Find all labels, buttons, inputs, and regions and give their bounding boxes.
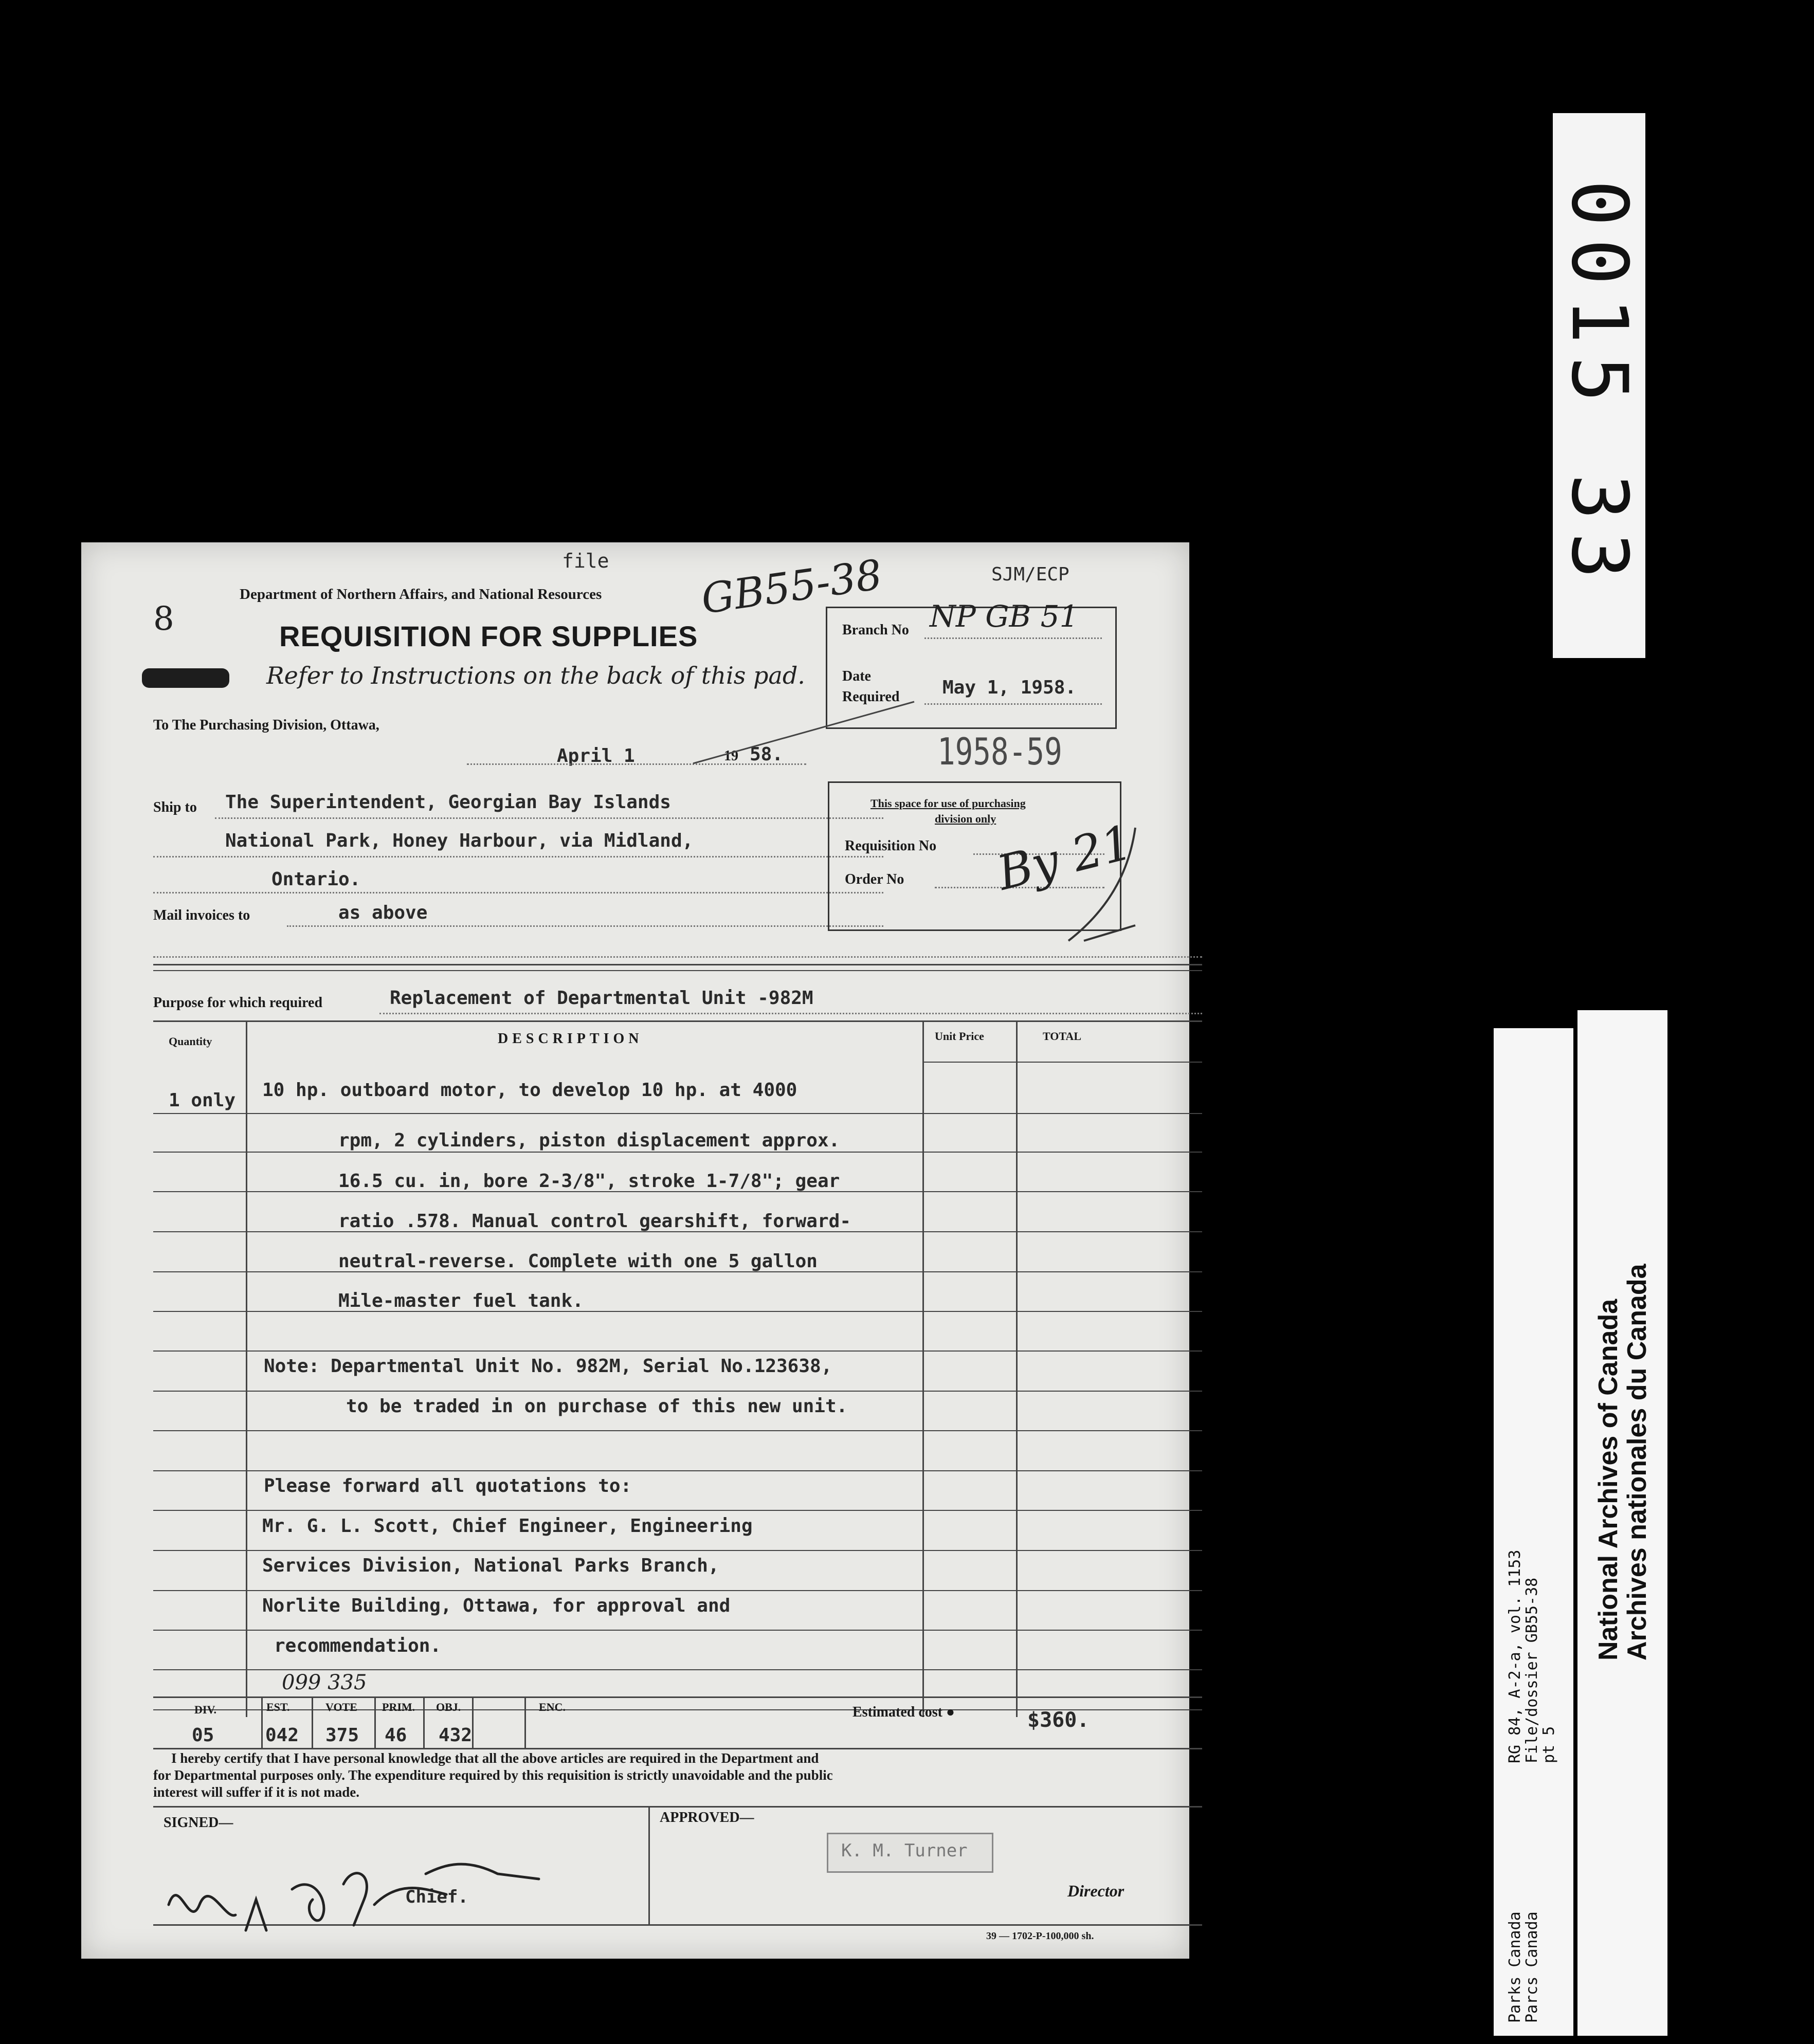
est-value: 042 [265, 1725, 299, 1746]
description-line-4: ratio .578. Manual control gearshift, forward- [338, 1211, 851, 1232]
ship-to-label: Ship to [153, 799, 197, 815]
date-year: 58. [750, 744, 784, 765]
page-mark: 8 [153, 600, 174, 638]
purpose-label: Purpose for which required [153, 995, 323, 1011]
pencil-stroke [688, 697, 919, 769]
certify-line-2: for Departmental purposes only. The expenditure required by this requisition is strictly unavoidable and the public [153, 1767, 833, 1783]
div-header: DIV. [194, 1703, 217, 1716]
enc-header: ENC. [539, 1701, 566, 1713]
total-header: TOTAL [1043, 1030, 1081, 1043]
ship-to-line-2: National Park, Honey Harbour, via Midland, [225, 830, 694, 851]
file-label: file [562, 550, 609, 572]
form-code: 39 — 1702-P-100,000 sh. [986, 1930, 1094, 1942]
refer-instructions: Refer to Instructions on the back of this pad. [266, 662, 805, 689]
estimated-cost-value: $360. [1027, 1708, 1090, 1732]
forward-line-2: Mr. G. L. Scott, Chief Engineer, Engineering [262, 1516, 753, 1537]
parks-line-2: Parcs Canada [1523, 1911, 1541, 2023]
vote-value: 375 [325, 1725, 359, 1746]
quantity-header: Quantity [169, 1035, 212, 1048]
forward-line-5: recommendation. [274, 1635, 442, 1656]
forward-line-4: Norlite Building, Ottawa, for approval and [262, 1595, 731, 1616]
to-purchasing-label: To The Purchasing Division, Ottawa, [153, 717, 379, 733]
form-title: REQUISITION FOR SUPPLIES [279, 620, 698, 652]
purpose-value: Replacement of Departmental Unit -982M [390, 988, 813, 1009]
mail-invoices-value: as above [338, 902, 428, 923]
purchasing-box-header-1: This space for use of purchasing [870, 797, 1026, 810]
est-header: EST. [266, 1701, 290, 1713]
reference-line-3: pt 5 [1540, 1726, 1558, 1763]
requisition-form [81, 542, 1189, 1959]
date-required-label-1: Date [842, 668, 871, 684]
ship-to-line-1: The Superintendent, Georgian Bay Islands [225, 792, 671, 813]
vote-header: VOTE [325, 1701, 357, 1713]
archive-line-2: Archives nationales du Canada [1622, 1264, 1652, 1660]
certify-line-1: I hereby certify that I have personal knowledge that all the above articles are required in the Department and [171, 1750, 819, 1766]
unit-price-header: Unit Price [935, 1030, 984, 1043]
description-line-3: 16.5 cu. in, bore 2-3/8", stroke 1-7/8"; gear [338, 1171, 840, 1192]
branch-value: NP GB 51 [930, 599, 1079, 634]
signed-label: SIGNED— [164, 1815, 233, 1831]
director-label: Director [1067, 1882, 1124, 1900]
reference-line-2: File/dossier GB55-38 [1523, 1577, 1541, 1763]
quantity-value: 1 only [169, 1090, 236, 1111]
parks-line-1: Parks Canada [1506, 1911, 1524, 2023]
description-line-1: 10 hp. outboard motor, to develop 10 hp. at 4000 [262, 1080, 797, 1101]
prim-header: PRIM. [382, 1701, 415, 1713]
branch-label: Branch No [842, 622, 909, 638]
prim-value: 46 [385, 1725, 407, 1746]
description-header: DESCRIPTION [498, 1031, 643, 1047]
handwritten-codes: 099 335 [282, 1671, 367, 1694]
div-value: 05 [192, 1725, 214, 1746]
note-line-1: Note: Departmental Unit No. 982M, Serial No.123638, [264, 1356, 832, 1377]
certify-line-3: interest will suffer if it is not made. [153, 1784, 359, 1800]
handwritten-requisition: By 21 [992, 814, 1138, 901]
reference-line-1: RG 84, A-2-a, vol. 1153 [1506, 1549, 1524, 1763]
department-name: Department of Northern Affairs, and National Resources [240, 586, 602, 603]
note-line-2: to be traded in on purchase of this new unit. [346, 1396, 848, 1417]
handwritten-file-number: GB55-38 [698, 550, 885, 624]
frame-number-strip [1553, 113, 1645, 658]
description-line-6: Mile-master fuel tank. [338, 1290, 584, 1311]
redaction-blot [142, 668, 229, 688]
archive-line-1: National Archives of Canada [1593, 1299, 1623, 1660]
reference-strip [1494, 1028, 1573, 2036]
ship-to-line-3: Ontario. [271, 869, 361, 890]
date-required-value: May 1, 1958. [942, 677, 1077, 698]
requisition-no-label: Requisition No [845, 838, 937, 854]
forward-line-3: Services Division, National Parks Branch, [262, 1555, 719, 1576]
order-no-label: Order No [845, 871, 904, 887]
description-line-2: rpm, 2 cylinders, piston displacement approx. [338, 1130, 840, 1151]
archive-strip [1577, 1010, 1667, 2036]
chief-label: Chief. [405, 1887, 468, 1907]
obj-value: 432 [439, 1725, 473, 1746]
check-stroke [1053, 823, 1140, 946]
signature-scribble [158, 1843, 621, 1946]
purchasing-box-header-2: division only [935, 812, 996, 825]
date-month: April 1 [557, 745, 635, 766]
approval-stamp: K. M. Turner [841, 1840, 968, 1861]
frame-number: 0015 33 [1554, 179, 1644, 592]
mail-invoices-label: Mail invoices to [153, 907, 250, 923]
date-required-label-2: Required [842, 689, 900, 705]
fiscal-year-stamp: 1958-59 [937, 730, 1062, 773]
approved-label: APPROVED— [660, 1810, 754, 1826]
description-line-5: neutral-reverse. Complete with one 5 gallon [338, 1251, 818, 1272]
initials: SJM/ECP [991, 564, 1069, 585]
date-year-prefix: 19 [724, 748, 738, 764]
obj-header: OBJ. [436, 1701, 461, 1713]
estimated-cost-label: Estimated cost ● [852, 1704, 955, 1720]
forward-line-1: Please forward all quotations to: [264, 1475, 632, 1496]
